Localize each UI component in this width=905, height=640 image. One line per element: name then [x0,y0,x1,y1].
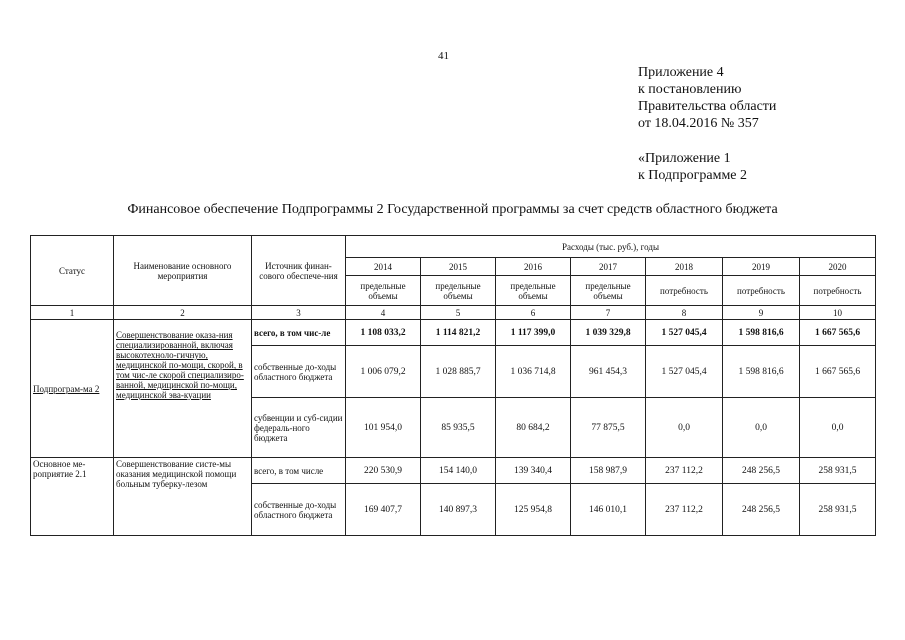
row-value: 77 875,5 [571,398,646,458]
row-value: 1 527 045,4 [646,320,723,346]
column-number: 8 [646,306,723,320]
header-status: Статус [31,236,114,306]
row-value: 237 112,2 [646,484,723,536]
row-source: собственные до-ходы областного бюджета [252,484,346,536]
financing-table [30,235,876,536]
row-value: 158 987,9 [571,458,646,484]
appendix-line-4: от 18.04.2016 № 357 [638,116,759,131]
row-source: субвенции и суб-сидии федераль-ного бюджета [252,398,346,458]
row-value: 140 897,3 [421,484,496,536]
row-value: 1 039 329,8 [571,320,646,346]
header-year: 2018 [646,258,723,276]
row-value: 125 954,8 [496,484,571,536]
row-value: 1 598 816,6 [723,320,800,346]
row-value: 101 954,0 [346,398,421,458]
table-row [31,458,876,484]
header-kind: потребность [723,276,800,306]
row-value: 961 454,3 [571,346,646,398]
column-number: 9 [723,306,800,320]
row-value: 146 010,1 [571,484,646,536]
row-value: 0,0 [646,398,723,458]
row-value: 1 117 399,0 [496,320,571,346]
appendix-line-1: Приложение 4 [638,65,724,80]
row-value: 139 340,4 [496,458,571,484]
row-value: 1 006 079,2 [346,346,421,398]
appendix-header [638,64,776,132]
row-value: 258 931,5 [800,458,876,484]
column-number: 10 [800,306,876,320]
header-year: 2015 [421,258,496,276]
column-number: 6 [496,306,571,320]
row-value: 258 931,5 [800,484,876,536]
header-source: Источник финан-сового обеспече-ния [252,236,346,306]
row-source: всего, в том числе [252,458,346,484]
row-value: 1 667 565,6 [800,346,876,398]
row-source: собственные до-ходы областного бюджета [252,346,346,398]
page-number: 41 [438,50,449,62]
row-value: 1 527 045,4 [646,346,723,398]
column-number: 4 [346,306,421,320]
row-value: 1 108 033,2 [346,320,421,346]
column-number: 5 [421,306,496,320]
header-year: 2014 [346,258,421,276]
row-source: всего, в том чис-ле [252,320,346,346]
row-name: Совершенствование оказа-ния специализированной, включая высокотехноло-гичную, медицинской по-мощи, скорой, в том чис-ле скорой специализиро-ванной, медицинской по-мощи, медицинской эва-куации [114,320,252,458]
row-value: 248 256,5 [723,484,800,536]
header-kind: потребность [800,276,876,306]
row-value: 237 112,2 [646,458,723,484]
row-value: 1 028 885,7 [421,346,496,398]
header-kind: потребность [646,276,723,306]
table-row [31,320,876,346]
header-kind: предельные объемы [421,276,496,306]
row-value: 248 256,5 [723,458,800,484]
header-year: 2017 [571,258,646,276]
appendix2-line-1: «Приложение 1 [638,151,731,166]
header-expenses: Расходы (тыс. руб.), годы [346,236,876,258]
header-name: Наименование основного мероприятия [114,236,252,306]
row-value: 85 935,5 [421,398,496,458]
column-number: 7 [571,306,646,320]
row-value: 154 140,0 [421,458,496,484]
header-kind: предельные объемы [571,276,646,306]
header-kind: предельные объемы [496,276,571,306]
row-value: 1 114 821,2 [421,320,496,346]
appendix-subheader [638,150,747,184]
header-year: 2019 [723,258,800,276]
column-number: 3 [252,306,346,320]
header-kind: предельные объемы [346,276,421,306]
row-value: 0,0 [723,398,800,458]
row-value: 80 684,2 [496,398,571,458]
row-name: Совершенствование систе-мы оказания медицинской помощи больным туберку-лезом [114,458,252,536]
row-value: 0,0 [800,398,876,458]
column-number: 2 [114,306,252,320]
appendix2-line-2: к Подпрограмме 2 [638,168,748,183]
row-value: 1 036 714,8 [496,346,571,398]
row-status: Подпрограм-ма 2 [31,320,114,458]
column-number: 1 [31,306,114,320]
row-value: 220 530,9 [346,458,421,484]
appendix-line-3: Правительства области [638,99,777,114]
appendix-line-2: к постановлению [638,82,742,97]
header-year: 2020 [800,258,876,276]
row-status: Основное ме-роприятие 2.1 [31,458,114,536]
header-year: 2016 [496,258,571,276]
document-title: Финансовое обеспечение Подпрограммы 2 Государственной программы за счет средств областного бюджета [127,202,778,217]
row-value: 1 598 816,6 [723,346,800,398]
row-value: 1 667 565,6 [800,320,876,346]
row-value: 169 407,7 [346,484,421,536]
